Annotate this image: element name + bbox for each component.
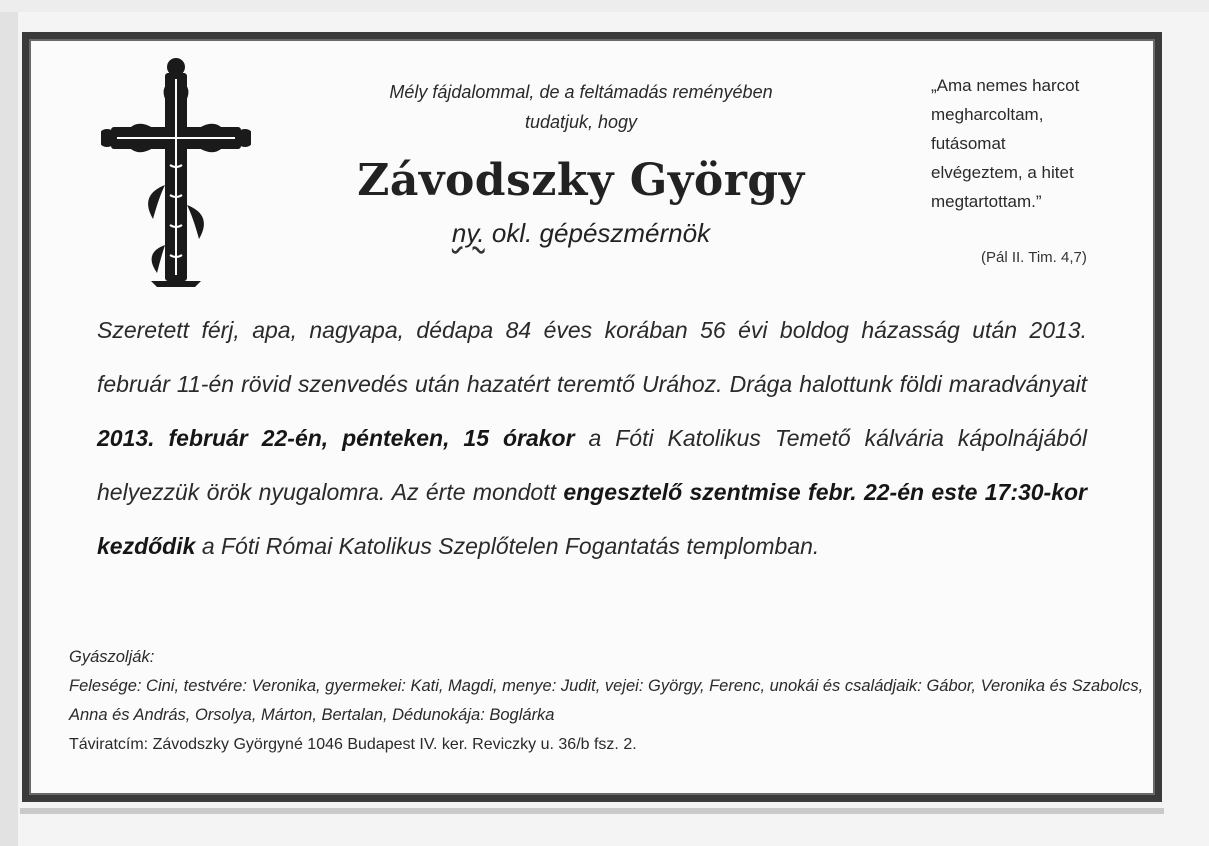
body-part-2: a Fóti Katolikus Temető kálvária kápolnájából helyezzük örök nyugalomra. Az érte mondott: [97, 425, 1087, 505]
announcement-body: [97, 303, 1087, 573]
telegram-address: Táviratcím: Závodszky Györgyné 1046 Budapest IV. ker. Reviczky u. 36/b fsz. 2.: [69, 736, 637, 753]
cross-icon: [101, 55, 251, 287]
obituary-card: [29, 39, 1155, 795]
mourners-heading: Gyászolják:: [69, 648, 155, 666]
body-part-1: Szeretett férj, apa, nagyapa, dédapa 84 éves korában 56 évi boldog házasság után 2013. február 11-én rövid szenvedés után hazatért teremtő Urához. Drága halottunk földi maradványait: [97, 317, 1087, 397]
quote-line: megharcoltam,: [931, 105, 1044, 124]
obituary-frame: [22, 32, 1162, 802]
mourners-list: Felesége: Cini, testvére: Veronika, gyermekei: Kati, Magdi, menye: Judit, vejei: György, Ferenc, unokái és családjaik: Gábor, Veronika és Szabolcs, Anna és András, Orsolya, Márton, Bertalan, Dédunokája: Boglárka: [69, 677, 1144, 724]
quote-reference: (Pál II. Tim. 4,7): [981, 249, 1087, 266]
scan-shadow-bottom: [20, 808, 1164, 814]
title-rest: okl. gépészmérnök: [491, 218, 711, 248]
deceased-name: Závodszky György: [357, 155, 805, 206]
body-part-3: a Fóti Római Katolikus Szeplőtelen Fogantatás templomban.: [201, 533, 820, 559]
intro-line-2: tudatjuk, hogy: [524, 112, 638, 132]
quote-line: megtartottam.”: [931, 192, 1042, 211]
mourners-section: [69, 643, 1149, 759]
memorial-mass: engesztelő szentmise febr. 22-én este 17:30-kor kezdődik: [97, 479, 1088, 559]
quote-line: futásomat: [931, 134, 1006, 153]
quote-line: elvégeztem, a hitet: [931, 163, 1074, 182]
quote-line: „Ama nemes harcot: [931, 76, 1080, 95]
header: [301, 77, 861, 249]
intro-line-1: Mély fájdalommal, de a feltámadás reményében: [389, 82, 773, 102]
funeral-time: 2013. február 22-én, pénteken, 15 órakor: [97, 425, 575, 451]
scan-edge-left: [0, 0, 18, 846]
title-abbrev: ny.: [451, 218, 485, 248]
bible-quote: [931, 71, 1141, 216]
deceased-title: [301, 218, 861, 249]
scan-edge-top: [0, 0, 1209, 12]
